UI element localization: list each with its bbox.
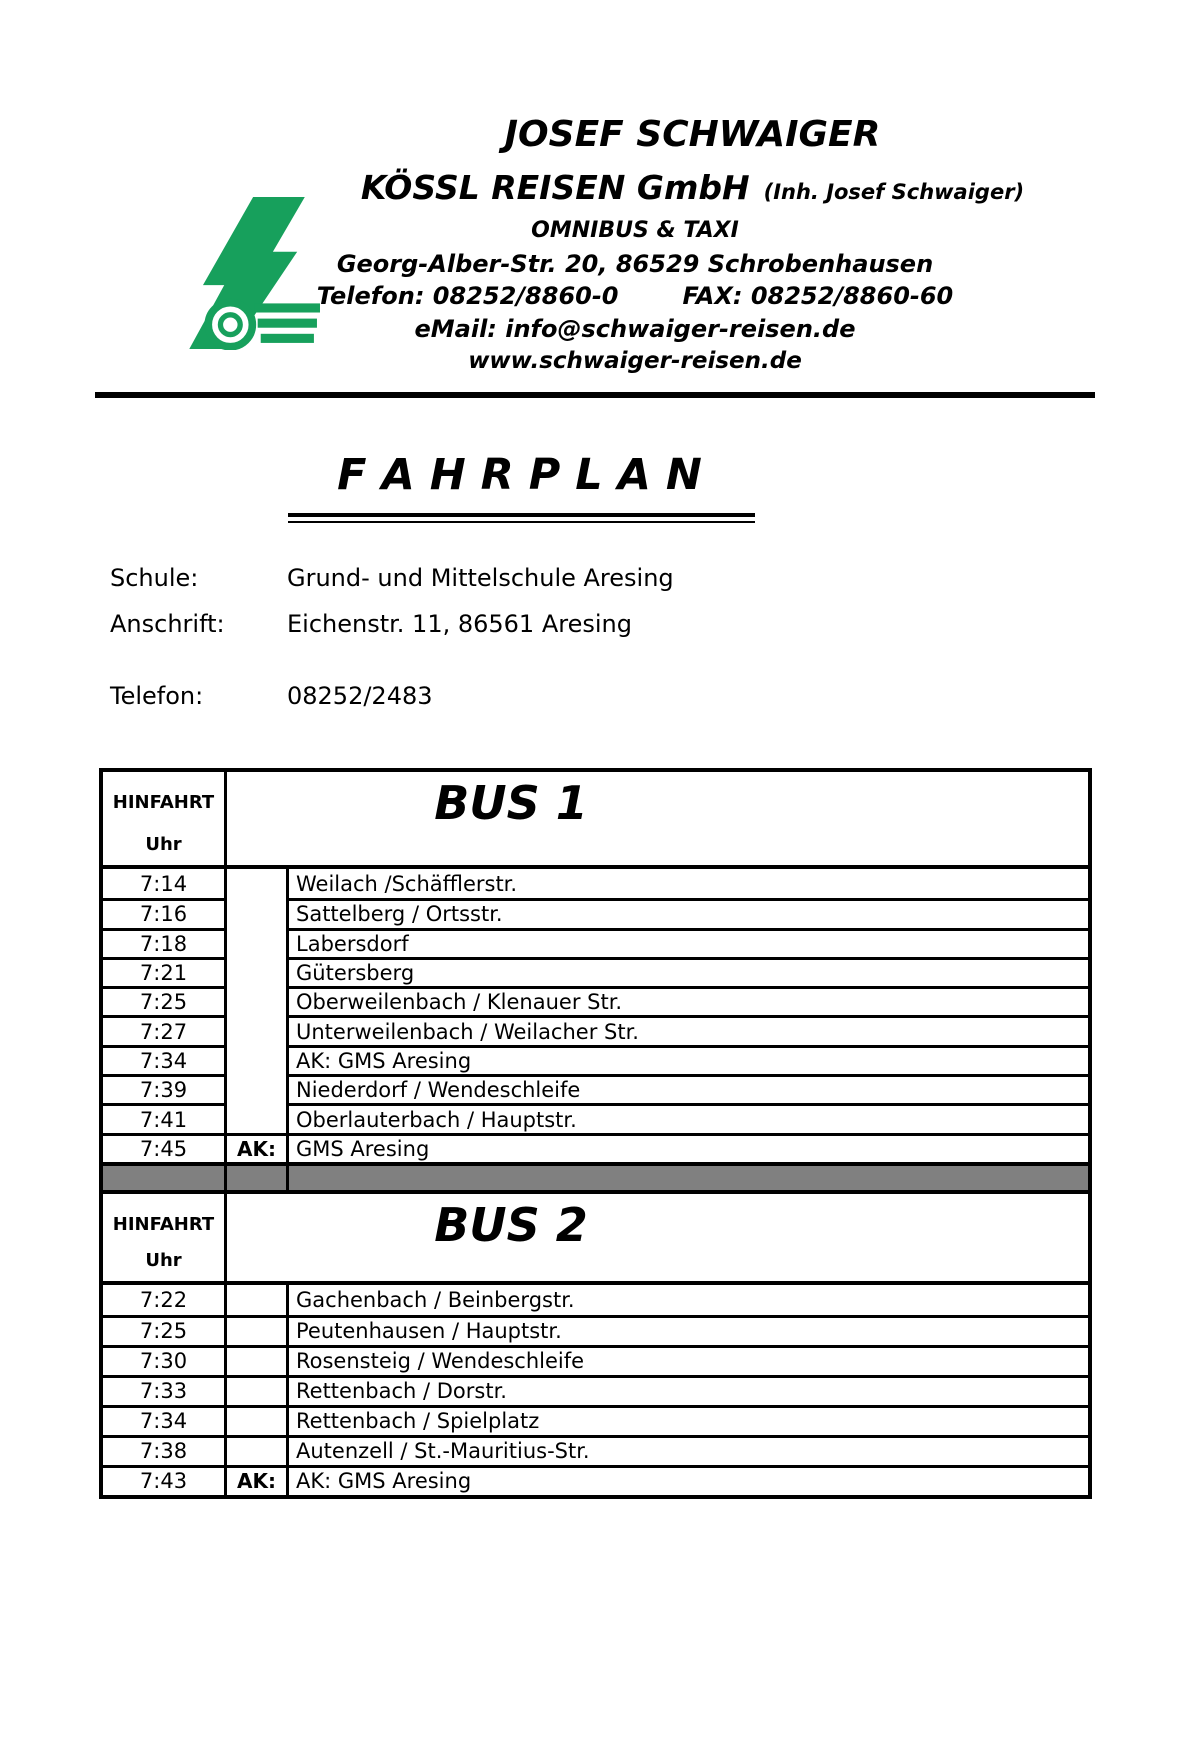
ak-cell [227,1405,289,1435]
ak-cell: AK: [227,1465,289,1495]
table-row [103,898,1088,927]
title-underline-thin [288,521,755,523]
ak-cell [227,898,289,927]
stop-cell: Autenzell / St.-Mauritius-Str. [289,1435,1088,1465]
table-row [103,1285,1088,1315]
letterhead-tagline: OMNIBUS & TAXI [531,218,739,243]
phone-row [110,682,433,710]
ak-cell [227,1375,289,1405]
company-owner-note: (Inh. Josef Schwaiger) [763,180,1025,204]
bus1-body [103,869,1088,1162]
letterhead-fax: FAX: 08252/8860-60 [682,282,954,310]
table-row [103,869,1088,898]
address-value: Eichenstr. 11, 86561 Aresing [287,610,632,638]
ak-cell [227,1015,289,1044]
unit-label: Uhr [145,834,182,855]
stop-cell: Niederdorf / Wendeschleife [289,1074,1088,1103]
stop-cell: Oberweilenbach / Klenauer Str. [289,986,1088,1015]
bus2-title: BUS 2 [434,1197,588,1252]
table-row [103,1045,1088,1074]
time-cell: 7:18 [103,928,227,957]
ak-cell [227,928,289,957]
timetable [99,768,1092,1499]
time-cell: 7:39 [103,1074,227,1103]
ak-cell [227,1315,289,1345]
time-cell: 7:25 [103,986,227,1015]
time-cell: 7:34 [103,1045,227,1074]
time-cell: 7:27 [103,1015,227,1044]
table-row [103,986,1088,1015]
bus1-direction-cell [103,772,227,865]
school-label: Schule: [110,564,199,592]
time-cell: 7:45 [103,1133,227,1162]
stop-cell: Sattelberg / Ortsstr. [289,898,1088,927]
table-row [103,1405,1088,1435]
time-cell: 7:21 [103,957,227,986]
stop-cell: Weilach /Schäfflerstr. [296,871,518,896]
address-label: Anschrift: [110,610,225,638]
ak-cell [227,1435,289,1465]
stop-cell: Rettenbach / Dorstr. [289,1375,1088,1405]
page-title: F A H R P L A N [337,450,702,500]
title-underline-thick [288,513,755,517]
stop-cell: Rosensteig / Wendeschleife [289,1345,1088,1375]
letterhead-owner-title: JOSEF SCHWAIGER [504,114,881,155]
table-row [103,1074,1088,1103]
letterhead-address: Georg-Alber-Str. 20, 86529 Schrobenhausen [336,250,934,278]
stop-cell: Gachenbach / Beinbergstr. [296,1287,575,1312]
table-row [103,1465,1088,1495]
table-row [103,957,1088,986]
letterhead-phone: Telefon: 08252/8860-0 [316,282,619,310]
table-row [103,928,1088,957]
ak-cell [227,1285,289,1315]
bus2-header-row [103,1194,1088,1285]
stop-cell: Rettenbach / Spielplatz [289,1405,1088,1435]
time-cell: 7:38 [103,1435,227,1465]
address-row [110,610,632,638]
ak-cell [227,1103,289,1132]
ak-cell [227,1074,289,1103]
stop-cell: GMS Aresing [289,1133,1088,1162]
time-cell: 7:14 [103,869,227,898]
time-cell: 7:41 [103,1103,227,1132]
separator-cell [289,1166,1088,1190]
ak-cell [227,1345,289,1375]
table-row [103,1133,1088,1162]
table-row [103,1315,1088,1345]
time-cell: 7:43 [103,1465,227,1495]
letterhead-website: www.schwaiger-reisen.de [468,348,802,374]
separator-cell [103,1166,227,1190]
separator-cell [227,1166,289,1190]
bus2-body [103,1285,1088,1495]
time-cell: 7:33 [103,1375,227,1405]
bus2-direction-cell [103,1194,227,1281]
direction-label: HINFAHRT [112,792,215,813]
company-name: KÖSSL REISEN GmbH [360,168,750,207]
stop-cell: Labersdorf [289,928,1088,957]
letterhead-divider [95,392,1095,398]
letterhead-company-line [70,168,1199,207]
table-row [103,1345,1088,1375]
ak-cell [227,986,289,1015]
stop-cell: AK: GMS Aresing [289,1045,1088,1074]
table-row [103,1103,1088,1132]
ak-cell [227,1045,289,1074]
table-row [103,1375,1088,1405]
ak-cell: AK: [227,1133,289,1162]
time-cell: 7:34 [103,1405,227,1435]
stop-cell: Gütersberg [289,957,1088,986]
time-cell: 7:22 [103,1285,227,1315]
bus1-title-cell [227,772,1088,865]
ak-cell [227,957,289,986]
separator-row [103,1162,1088,1194]
table-row [103,1435,1088,1465]
stop-cell: Peutenhausen / Hauptstr. [289,1315,1088,1345]
bus2-title-cell [227,1194,1088,1281]
letterhead-phone-fax [70,282,1199,310]
table-row [103,1015,1088,1044]
letterhead-email: eMail: info@schwaiger-reisen.de [414,315,856,343]
ak-cell [227,869,289,898]
school-row [110,564,674,592]
direction-label: HINFAHRT [112,1213,215,1235]
time-cell: 7:30 [103,1345,227,1375]
bus1-title: BUS 1 [434,776,588,830]
unit-label: Uhr [145,1249,182,1271]
time-cell: 7:16 [103,898,227,927]
stop-cell: AK: GMS Aresing [289,1465,1088,1495]
stop-cell: Unterweilenbach / Weilacher Str. [289,1015,1088,1044]
school-value: Grund- und Mittelschule Aresing [287,564,674,592]
bus1-header-row [103,772,1088,869]
phone-value: 08252/2483 [287,682,433,710]
phone-label: Telefon: [110,682,204,710]
stop-cell: Oberlauterbach / Hauptstr. [289,1103,1088,1132]
time-cell: 7:25 [103,1315,227,1345]
